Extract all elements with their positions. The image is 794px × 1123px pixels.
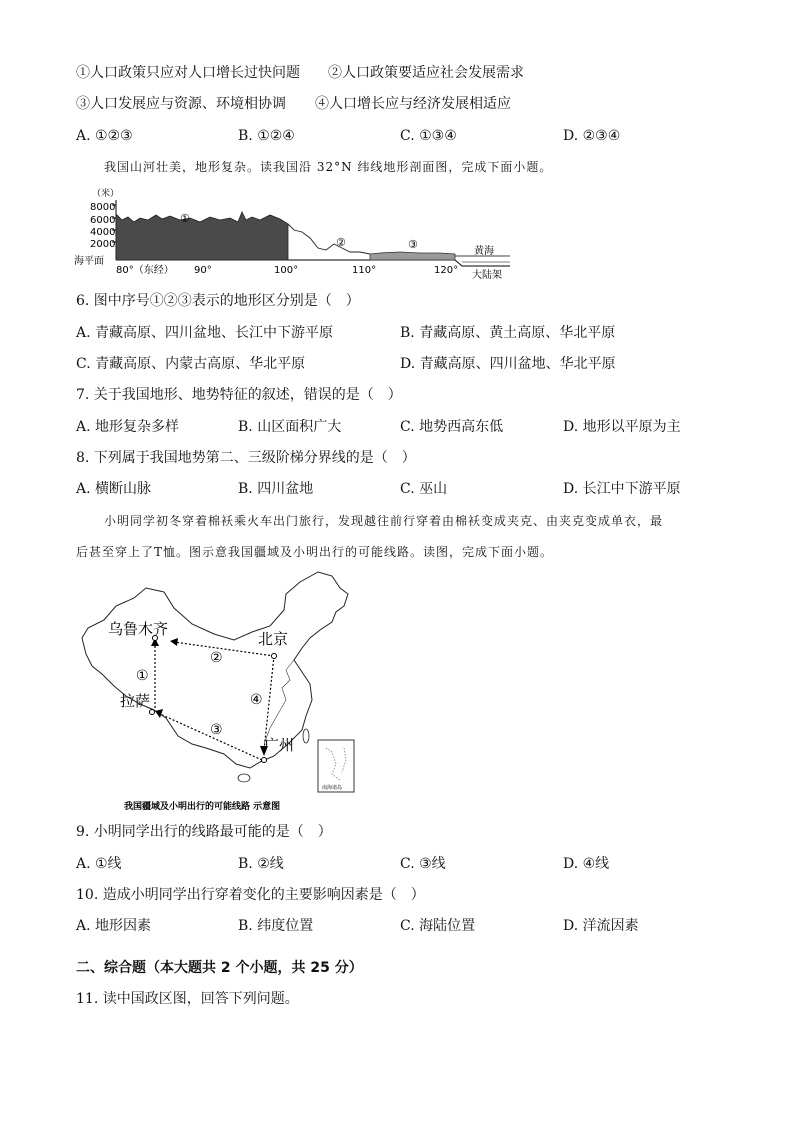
intro-travel-line2: 后甚至穿上了T恤。图示意我国疆域及小明出行的可能线路。读图，完成下面小题。: [76, 545, 554, 559]
route-4-label: ④: [250, 692, 263, 708]
china-route-map: [74, 568, 364, 818]
q10-option-a: A. 地形因素: [76, 918, 152, 934]
q9-option-a: A. ①线: [76, 856, 122, 872]
beijing-label: 北京: [258, 630, 289, 648]
urumqi-label: 乌鲁木齐: [108, 620, 169, 638]
q9-option-c: C. ③线: [400, 856, 446, 872]
q8-option-c: C. 巫山: [400, 481, 448, 497]
q5-statement-3: ③人口发展应与资源、环境相协调: [76, 96, 286, 112]
section-heading: 二、综合题（本大题共 2 个小题，共 25 分）: [76, 960, 363, 976]
lhasa-marker: [150, 710, 155, 715]
profile-region-3: [370, 252, 455, 260]
profile-y-unit: （米）: [92, 189, 120, 199]
profile-sea-level: 海平面: [74, 256, 104, 267]
route-1: [151, 638, 159, 708]
q10-option-d: D. 洋流因素: [563, 918, 639, 934]
q5-option-b: B. ①②④: [238, 128, 295, 144]
q7-option-a: A. 地形复杂多样: [76, 419, 180, 435]
q6-stem: 6. 图中序号①②③表示的地形区分别是（ ）: [76, 293, 360, 309]
q8-option-a: A. 横断山脉: [76, 481, 152, 497]
profile-label-2: ②: [336, 236, 346, 249]
beijing-marker: [272, 654, 277, 659]
route-3-label: ③: [210, 722, 223, 738]
q9-option-b: B. ②线: [238, 856, 284, 872]
q9-stem: 9. 小明同学出行的线路最可能的是（ ）: [76, 824, 332, 840]
profile-label-1: ①: [180, 212, 190, 225]
lhasa-label: 拉萨: [120, 692, 151, 710]
intro-profile: 我国山河壮美，地形复杂。读我国沿 32°N 纬线地形剖面图，完成下面小题。: [104, 160, 553, 174]
terrain-profile-figure: [70, 182, 520, 282]
q9-option-d: D. ④线: [563, 856, 610, 872]
q6-option-c: C. 青藏高原、内蒙古高原、华北平原: [76, 356, 306, 372]
q10-stem: 10. 造成小明同学出行穿着变化的主要影响因素是（ ）: [76, 887, 425, 903]
q7-stem: 7. 关于我国地形、地势特征的叙述，错误的是（ ）: [76, 387, 402, 403]
q7-option-b: B. 山区面积广大: [238, 419, 342, 435]
profile-x-tick: 120°: [434, 265, 459, 276]
profile-y-tick: 2000: [90, 239, 116, 250]
q8-option-b: B. 四川盆地: [238, 481, 314, 497]
route-3: [155, 709, 262, 760]
profile-region-1: [116, 212, 288, 260]
route-1-label: ①: [136, 668, 149, 684]
route-2-label: ②: [210, 650, 223, 666]
q10-option-c: C. 海陆位置: [400, 918, 476, 934]
guangzhou-label: 广州: [264, 736, 295, 754]
guangzhou-marker: [262, 758, 267, 763]
q5-statement-2: ②人口政策要适应社会发展需求: [328, 65, 524, 81]
profile-y-tick: 8000: [90, 202, 116, 213]
profile-x-tick: 100°: [274, 265, 299, 276]
profile-y-tick: 4000: [90, 227, 116, 238]
q7-option-d: D. 地形以平原为主: [563, 419, 681, 435]
q7-option-c: C. 地势西高东低: [400, 419, 504, 435]
profile-sea-label: 黄海: [474, 246, 494, 257]
intro-travel-line1: 小明同学初冬穿着棉袄乘火车出门旅行，发现越往前行穿着由棉袄变成夹克、由夹克变成单衣，最: [104, 514, 664, 528]
china-outline: [82, 572, 348, 768]
profile-x-tick: 110°: [352, 265, 377, 276]
q5-statement-4: ④人口增长应与经济发展相适应: [315, 96, 511, 112]
q5-option-d: D. ②③④: [563, 128, 621, 144]
map-caption: 我国疆域及小明出行的可能线路 示意图: [124, 802, 281, 812]
inset-label: 南海诸岛: [322, 785, 343, 791]
profile-x-tick: 90°: [194, 265, 212, 276]
q11-stem: 11. 读中国政区图，回答下列问题。: [76, 991, 299, 1007]
q6-option-b: B. 青藏高原、黄土高原、华北平原: [400, 325, 616, 341]
q8-stem: 8. 下列属于我国地势第二、三级阶梯分界线的是（ ）: [76, 450, 416, 466]
profile-shelf-label: 大陆架: [472, 270, 502, 281]
profile-region-2: [288, 224, 370, 254]
q6-option-a: A. 青藏高原、四川盆地、长江中下游平原: [76, 325, 334, 341]
q5-option-c: C. ①③④: [400, 128, 457, 144]
q8-option-d: D. 长江中下游平原: [563, 481, 681, 497]
q6-option-d: D. 青藏高原、四川盆地、华北平原: [400, 356, 616, 372]
q5-statement-1: ①人口政策只应对人口增长过快问题: [76, 65, 300, 81]
profile-label-3: ③: [408, 238, 418, 251]
profile-y-tick: 6000: [90, 215, 116, 226]
profile-x-tick: 80°（东经）: [116, 265, 174, 276]
q10-option-b: B. 纬度位置: [238, 918, 314, 934]
q5-option-a: A. ①②③: [76, 128, 133, 144]
